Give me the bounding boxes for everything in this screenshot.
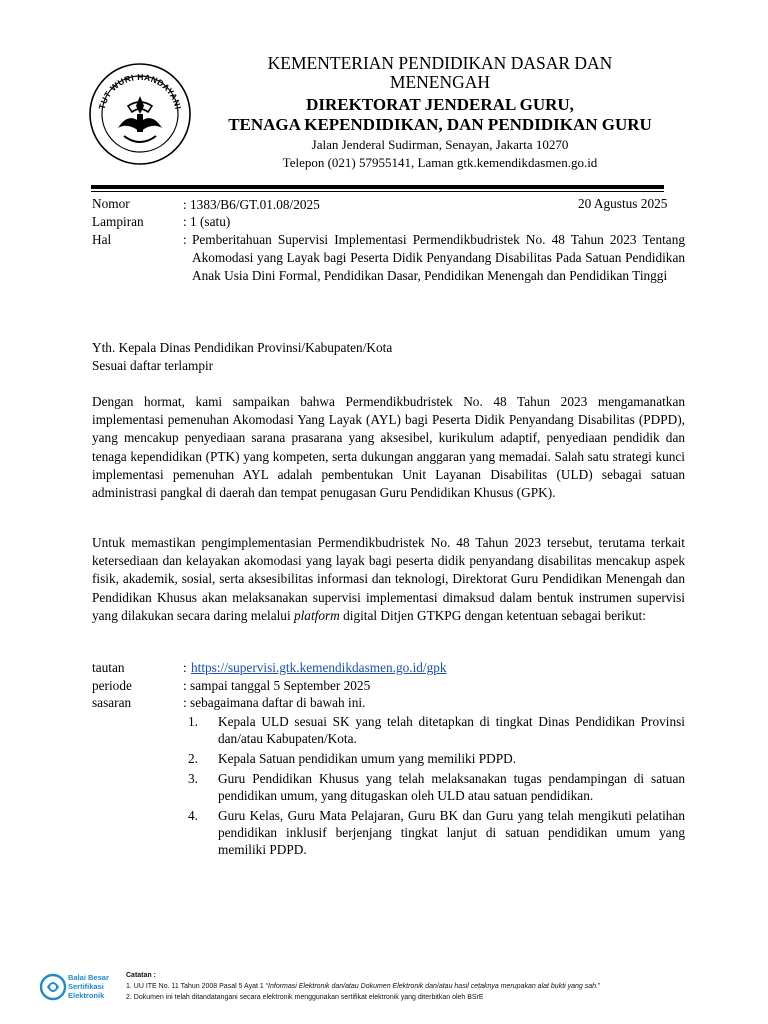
list-item: 1. Kepala ULD sesuai SK yang telah ditetapkan di tingkat Dinas Pendidikan Provinsi dan/atau Kabupaten/Kota.: [188, 714, 685, 746]
hal-value: Pemberitahuan Supervisi Implementasi Permendikbudristek No. 48 Tahun 2023 Tentang Akomodasi yang Layak bagi Peserta Didik Penyandang Disabilitas Pada Satuan Pendidikan Anak Usia Dini Formal, Pendidikan Dasar, Pendidikan Menengah dan Pendidikan Tinggi: [192, 232, 685, 283]
recipient-line: Yth. Kepala Dinas Pendidikan Provinsi/Kabupaten/Kota: [92, 340, 393, 355]
paragraph-supervision: Untuk memastikan pengimplementasian Permendikbudristek No. 48 Tahun 2023 tersebut, terutama terkait ketersediaan dan kelayakan akomodasi yang layak bagi peserta didik penyandang disabilitas mencakup aspek fisik, akademik, sosial, serta aksesibilitas informasi dan teknologi, Direktorat Guru Pendidikan Menengah dan Pendidikan Khusus akan melaksanakan supervisi implementasi dimaksud dalam bentuk instrumen supervisi yang dilakukan secara daring melalui platform digital Ditjen GTKPG dengan ketentuan sebagai berikut:: [92, 535, 685, 623]
address: Jalan Jenderal Sudirman, Senayan, Jakarta 10270: [311, 137, 569, 152]
hal-label: Hal: [92, 232, 112, 247]
note-2: 2. Dokumen ini telah ditandatangani secara elektronik menggunakan sertifikat elektronik yang diterbitkan oleh BSrE: [126, 994, 484, 1001]
list-item: 3. Guru Pendidikan Khusus yang telah melaksanakan tugas pendampingan di satuan pendidikan umum, yang ditugaskan oleh ULD atau satuan pendidikan.: [188, 771, 685, 803]
bsre-line-1: Balai Besar: [68, 973, 109, 982]
bsre-line-3: Elektronik: [68, 991, 105, 1000]
tautan-label: tautan: [92, 660, 125, 675]
svg-text:TUT WURI HANDAYANI: TUT WURI HANDAYANI: [96, 71, 184, 111]
bsre-emblem-icon: [40, 972, 66, 1002]
catatan-label: Catatan :: [126, 972, 156, 979]
ministry-name: KEMENTERIAN PENDIDIKAN DASAR DAN MENENGAH: [267, 53, 613, 92]
bsre-logo: [40, 972, 120, 1004]
nomor-label: Nomor: [92, 196, 130, 211]
hal-colon: :: [183, 232, 187, 247]
footer-notes: [126, 970, 600, 1003]
sasaran-label: sasaran: [92, 695, 132, 710]
note-1: 1. UU ITE No. 11 Tahun 2008 Pasal 5 Ayat 1 “Informasi Elektronik dan/atau Dokumen Elektronik dan/atau hasil cetaknya merupakan alat bukti yang sah.”: [126, 983, 601, 990]
periode-value: : sampai tanggal 5 September 2025: [183, 678, 371, 693]
directorate-name: DIREKTORAT JENDERAL GURU,: [306, 95, 574, 114]
list-item: 2. Kepala Satuan pendidikan umum yang memiliki PDPD.: [188, 751, 517, 766]
lampiran-value: : 1 (satu): [183, 214, 231, 229]
sasaran-value: : sebagaimana daftar di bawah ini.: [183, 695, 366, 710]
bsre-line-2: Sertifikasi: [68, 982, 104, 991]
recipient-note: Sesuai daftar terlampir: [92, 358, 214, 373]
lampiran-label: Lampiran: [92, 214, 144, 229]
tut-wuri-handayani-logo-icon: [88, 62, 192, 166]
letter-date: 20 Agustus 2025: [578, 196, 668, 211]
list-item: 4. Guru Kelas, Guru Mata Pelajaran, Guru BK dan Guru yang telah mengikuti pelatihan pendidikan inklusif berjenjang tingkat lanjut di satuan pendidikan umum yang memiliki PDPD.: [188, 808, 685, 857]
nomor-value: : 1383/B6/GT.01.08/2025: [183, 197, 320, 212]
header-thick-rule: [91, 185, 664, 189]
tautan-colon: :: [183, 660, 187, 675]
directorate-subtitle: TENAGA KEPENDIDIKAN, DAN PENDIDIKAN GURU: [228, 115, 652, 134]
supervisi-link[interactable]: https://supervisi.gtk.kemendikdasmen.go.id/gpk: [191, 660, 447, 675]
contact-info: Telepon (021) 57955141, Laman gtk.kemendikdasmen.go.id: [282, 155, 598, 170]
paragraph-intro: Dengan hormat, kami sampaikan bahwa Permendikbudristek No. 48 Tahun 2023 mengamanatkan implementasi pemenuhan Akomodasi Yang Layak (AYL) bagi Peserta Didik Penyandang Disabilitas (PDPD), yang mencakup penyediaan sarana prasarana yang aksesibel, kurikulum adaptif, penyediaan pendidik dan tenaga kependidikan (PTK) yang kompeten, serta dukungan anggaran yang memadai. Salah satu strategi kunci implementasi pemenuhan AYL adalah pembentukan Unit Layanan Disabilitas (ULD) sebagai satuan administrasi pangkal di daerah dan tempat penugasan Guru Pendidikan Khusus (GPK).: [92, 394, 685, 501]
periode-label: periode: [92, 678, 132, 693]
header-thin-rule: [91, 191, 664, 192]
sasaran-list: [188, 713, 685, 861]
